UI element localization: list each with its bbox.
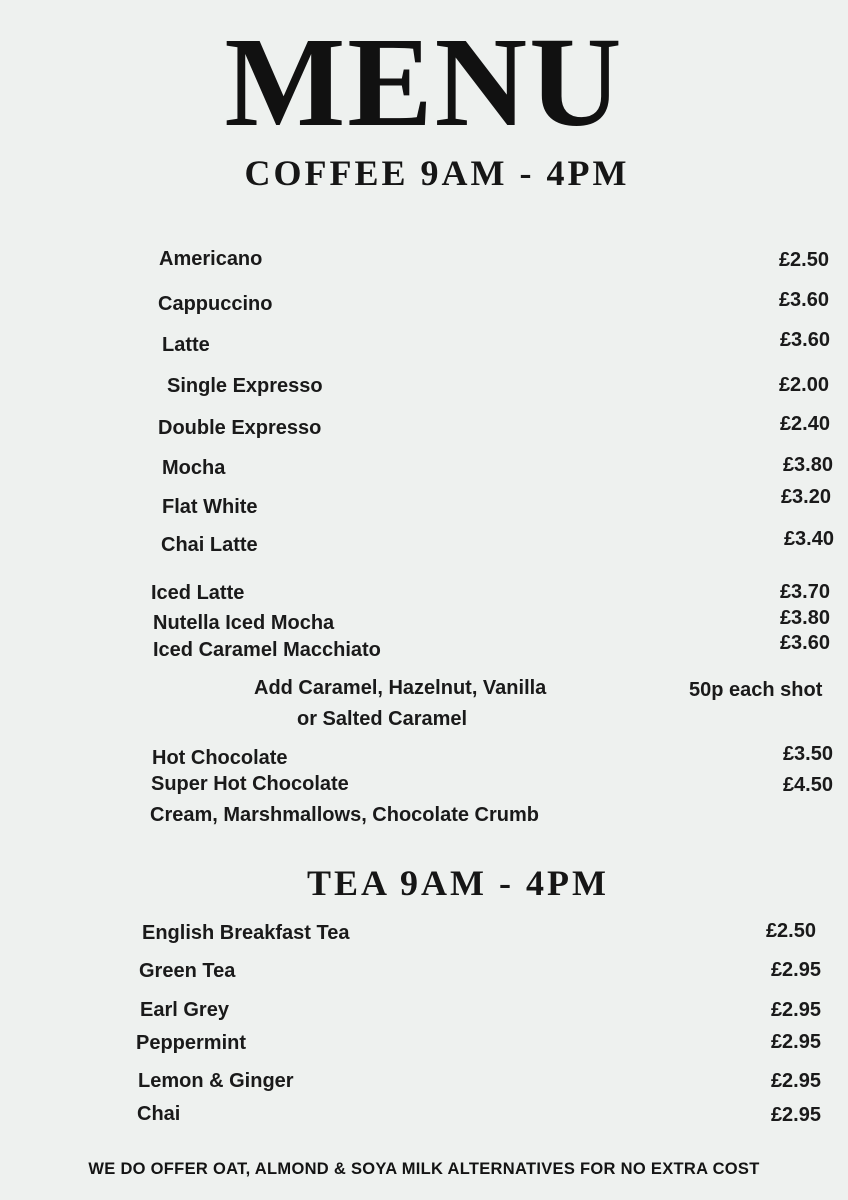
chocolate-toppings-note: Cream, Marshmallows, Chocolate Crumb (150, 804, 539, 826)
tea-item-name: Earl Grey (140, 999, 229, 1021)
chocolate-item-price: £4.50 (782, 774, 833, 796)
coffee-item-name: Flat White (162, 496, 258, 518)
coffee-item-price: £3.70 (779, 581, 830, 603)
tea-item-price: £2.95 (770, 1070, 821, 1092)
tea-item-price: £2.50 (765, 920, 816, 942)
coffee-item-price: £2.00 (778, 374, 829, 396)
coffee-item-name: Americano (159, 248, 263, 270)
coffee-item-price: £3.60 (779, 329, 830, 351)
syrup-options-line1: Add Caramel, Hazelnut, Vanilla (254, 677, 547, 699)
tea-item-name: Green Tea (139, 960, 236, 982)
milk-alternatives-notice: WE DO OFFER OAT, ALMOND & SOYA MILK ALTERNATIVES FOR NO EXTRA COST (88, 1160, 760, 1178)
coffee-item-price: £3.80 (782, 454, 833, 476)
coffee-item-name: Double Expresso (158, 417, 322, 439)
chocolate-item-name: Hot Chocolate (152, 747, 288, 769)
coffee-item-name: Cappuccino (158, 293, 273, 315)
tea-item-name: Chai (137, 1103, 181, 1125)
coffee-item-price: £3.60 (779, 632, 830, 654)
coffee-item-price: £3.60 (778, 289, 829, 311)
tea-item-price: £2.95 (770, 959, 821, 981)
tea-item-price: £2.95 (770, 999, 821, 1021)
coffee-item-price: £3.20 (780, 486, 831, 508)
tea-item-name: English Breakfast Tea (142, 922, 350, 944)
coffee-item-price: £3.40 (783, 528, 834, 550)
chocolate-item-name: Super Hot Chocolate (151, 773, 349, 795)
tea-item-name: Peppermint (136, 1032, 247, 1054)
coffee-heading: COFFEE 9AM - 4PM (244, 153, 630, 193)
coffee-item-price: £3.80 (779, 607, 830, 629)
menu-title: MENU (224, 11, 624, 153)
syrup-price: 50p each shot (689, 679, 823, 701)
syrup-options-line2: or Salted Caramel (297, 708, 468, 730)
coffee-item-name: Chai Latte (161, 534, 258, 556)
coffee-item-price: £2.50 (778, 249, 829, 271)
coffee-item-name: Nutella Iced Mocha (153, 612, 335, 634)
coffee-item-name: Mocha (162, 457, 226, 479)
tea-item-price: £2.95 (770, 1104, 821, 1126)
coffee-item-name: Latte (162, 334, 210, 356)
tea-item-name: Lemon & Ginger (138, 1070, 294, 1092)
coffee-item-name: Iced Latte (151, 582, 245, 604)
tea-item-price: £2.95 (770, 1031, 821, 1053)
tea-heading: TEA 9AM - 4PM (307, 863, 609, 903)
coffee-item-price: £2.40 (779, 413, 830, 435)
coffee-item-name: Iced Caramel Macchiato (153, 639, 381, 661)
chocolate-item-price: £3.50 (782, 743, 833, 765)
coffee-item-name: Single Expresso (167, 375, 323, 397)
